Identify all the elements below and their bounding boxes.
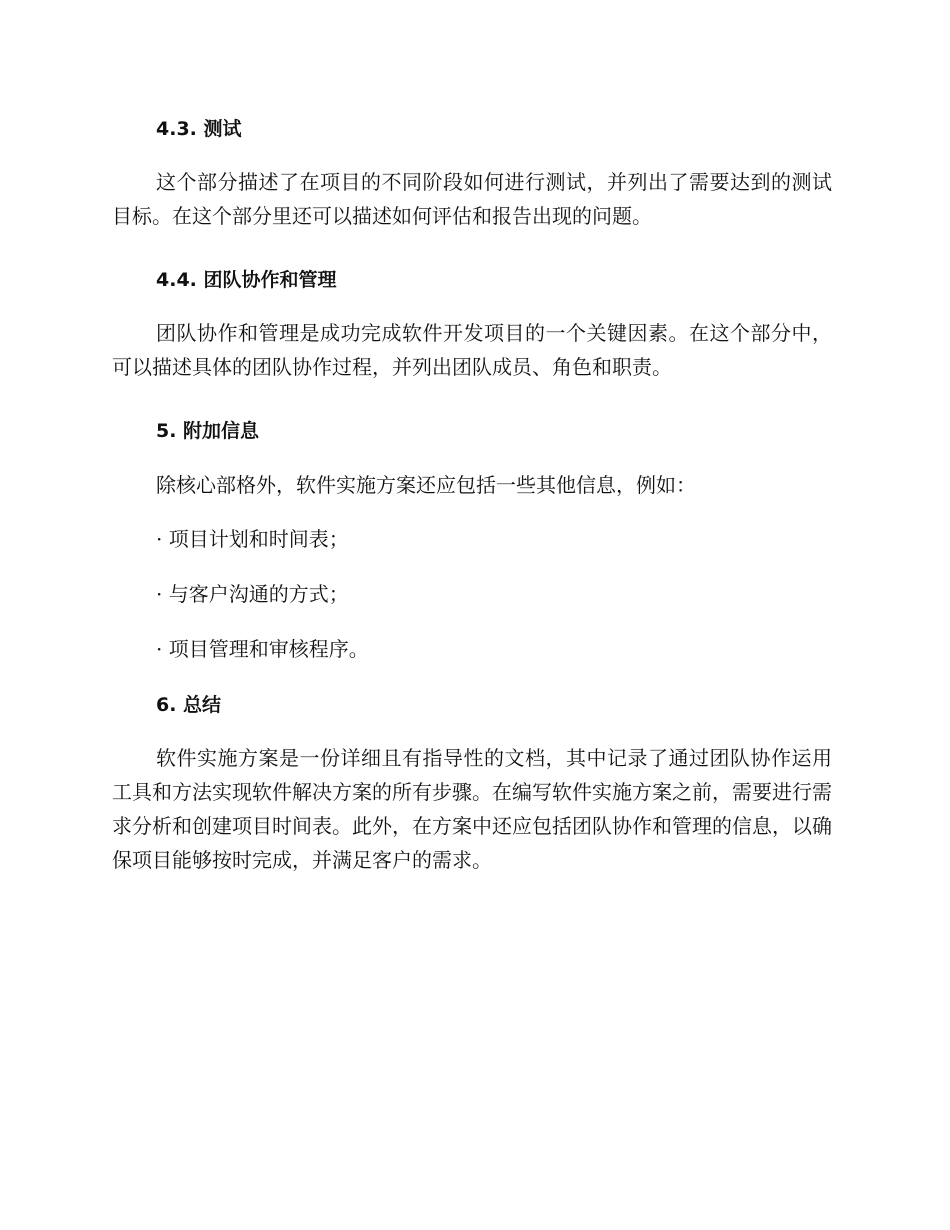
section-body-4-3: 这个部分描述了在项目的不同阶段如何进行测试，并列出了需要达到的测试目标。在这个部分里还可以描述如何评估和报告出现的问题。 — [112, 170, 832, 228]
section-heading-5: 5. 附加信息 — [156, 420, 260, 442]
bullet-item: · 项目管理和审核程序。 — [156, 637, 369, 661]
bullet-item: · 与客户沟通的方式； — [156, 582, 349, 606]
bullet-item: · 项目计划和时间表； — [156, 527, 349, 551]
section-body-5: 除核心部格外，软件实施方案还应包括一些其他信息，例如： — [156, 473, 696, 497]
section-body-4-4: 团队协作和管理是成功完成软件开发项目的一个关键因素。在这个部分中，可以描述具体的团队协作过程，并列出团队成员、角色和职责。 — [112, 321, 832, 379]
section-heading-6: 6. 总结 — [156, 694, 222, 716]
section-heading-4-4: 4.4. 团队协作和管理 — [156, 269, 337, 291]
section-body-6: 软件实施方案是一份详细且有指导性的文档，其中记录了通过团队协作运用工具和方法实现软件解决方案的所有步骤。在编写软件实施方案之前，需要进行需求分析和创建项目时间表。此外，在方案中还应包括团队协作和管理的信息，以确保项目能够按时完成，并满足客户的需求。 — [112, 746, 832, 872]
section-heading-4-3: 4.3. 测试 — [156, 118, 242, 140]
